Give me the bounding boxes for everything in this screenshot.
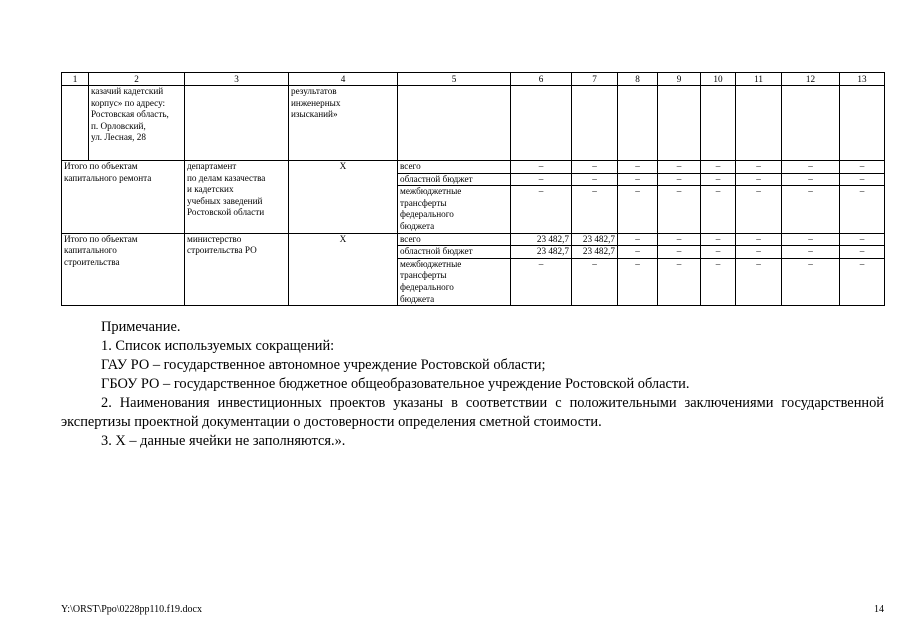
value-cell: – [736,246,782,259]
group2-col4: X [289,233,398,306]
continued-object-name [89,86,185,161]
value-cell: – [658,173,701,186]
cell-line: и кадетских [187,184,234,195]
continued-cell-1 [62,86,89,161]
value-cell: – [782,186,840,233]
value-cell: – [840,186,885,233]
value-cell: – [511,258,572,305]
continued-cell-12 [782,86,840,161]
column-header-10: 10 [701,73,736,86]
cell-line: межбюджетные [400,186,462,197]
group1-row-total [62,161,885,174]
value-cell: 23 482,7 [511,246,572,259]
continued-cell-7 [572,86,618,161]
value-cell: – [658,186,701,233]
group2-row-label [398,246,511,259]
cell-line: департамент [187,161,237,171]
notes-abbrev-gbou: ГБОУ РО – государственное бюджетное общеобразовательное учреждение Ростовской области. [101,376,690,392]
value-cell: – [572,173,618,186]
group1-row-label [398,161,511,174]
value-cell: – [736,258,782,305]
cell-line: ул. Лесная, 28 [91,132,146,143]
value-cell: – [782,246,840,259]
column-header-12: 12 [782,73,840,86]
header-row [62,73,885,86]
cell-line: корпус» по адресу: [91,97,166,108]
column-header-7: 7 [572,73,618,86]
column-header-4: 4 [289,73,398,86]
value-cell: – [572,186,618,233]
value-cell: – [840,233,885,246]
column-header-3: 3 [185,73,289,86]
footer-page-number: 14 [874,604,884,615]
group2-department [185,233,289,306]
cell-line: федерального [400,281,454,292]
continued-cell-13 [840,86,885,161]
value-cell: – [511,173,572,186]
continued-cell-10 [701,86,736,161]
cell-line: инженерных [291,97,341,108]
value-cell: – [736,186,782,233]
value-cell: – [840,258,885,305]
continued-cell-11 [736,86,782,161]
group2-row-label [398,258,511,305]
continued-cell-6 [511,86,572,161]
cell-line: бюджета [400,293,435,304]
cell-line: всего [400,233,421,244]
cell-line: Ростовской области [187,207,265,218]
group1-row-label [398,173,511,186]
value-cell: – [782,173,840,186]
budget-table [61,72,885,306]
cell-line: министерство [187,233,242,244]
value-cell: 23 482,7 [572,246,618,259]
continued-cell-3 [185,86,289,161]
value-cell: – [658,161,701,174]
value-cell: – [840,246,885,259]
cell-line: Итого по объектам [64,161,138,171]
value-cell: – [618,258,658,305]
cell-line: областной бюджет [400,246,473,257]
value-cell: – [736,233,782,246]
value-cell: – [701,233,736,246]
column-header-13: 13 [840,73,885,86]
value-cell: – [701,173,736,186]
cell-line: результатов [291,86,337,96]
notes-title: Примечание. [101,319,181,335]
cell-line: всего [400,161,421,171]
continued-project-name [289,86,398,161]
value-cell: – [658,258,701,305]
value-cell: – [511,186,572,233]
cell-line: строительства [64,256,120,267]
continued-cell-5 [398,86,511,161]
value-cell: – [658,246,701,259]
value-cell: – [511,161,572,174]
cell-line: капитального ремонта [64,172,152,183]
column-header-11: 11 [736,73,782,86]
group2-row-total [62,233,885,246]
value-cell: – [782,258,840,305]
column-header-2: 2 [89,73,185,86]
value-cell: – [618,246,658,259]
cell-line: областной бюджет [400,173,473,184]
column-header-8: 8 [618,73,658,86]
group2-row-label [398,233,511,246]
continued-row [62,86,885,161]
column-header-9: 9 [658,73,701,86]
cell-line: строительства РО [187,245,257,256]
value-cell: 23 482,7 [572,233,618,246]
cell-line: Итого по объектам [64,233,138,244]
cell-line: капитального [64,245,117,256]
value-cell: – [701,161,736,174]
value-cell: – [701,258,736,305]
notes-item-1: 1. Список используемых сокращений: [101,338,335,354]
cell-line: Ростовская область, [91,109,169,120]
column-header-5: 5 [398,73,511,86]
notes-item-3: 3. Х – данные ячейки не заполняются.». [101,433,346,449]
budget-table-body [62,73,885,306]
notes-section [61,318,884,451]
cell-line: учебных заведений [187,195,263,206]
value-cell: – [618,173,658,186]
continued-cell-9 [658,86,701,161]
value-cell: – [618,186,658,233]
footer-file-path: Y:\ORST\Ppo\0228pp110.f19.docx [61,604,202,615]
value-cell: 23 482,7 [511,233,572,246]
group1-col4: X [289,161,398,234]
cell-line: п. Орловский, [91,120,146,131]
notes-item-2: 2. Наименования инвестиционных проектов указаны в соответствии с положительными заключениями государственной экспертизы проектной документации о достоверности определения сметной стоимости. [61,395,884,430]
notes-abbrev-gau: ГАУ РО – государственное автономное учреждение Ростовской области; [101,357,546,373]
value-cell: – [782,161,840,174]
value-cell: – [572,161,618,174]
value-cell: – [658,233,701,246]
value-cell: – [840,161,885,174]
value-cell: – [736,161,782,174]
value-cell: – [701,246,736,259]
group1-row-label [398,186,511,233]
group1-name [62,161,185,234]
value-cell: – [618,233,658,246]
value-cell: – [782,233,840,246]
cell-line: по делам казачества [187,172,266,183]
value-cell: – [840,173,885,186]
value-cell: – [701,186,736,233]
cell-line: бюджета [400,220,435,231]
continued-cell-8 [618,86,658,161]
value-cell: – [572,258,618,305]
cell-line: трансферты [400,270,447,281]
value-cell: – [736,173,782,186]
cell-line: трансферты [400,197,447,208]
cell-line: изысканий» [291,109,338,120]
group2-name [62,233,185,306]
cell-line: межбюджетные [400,258,462,269]
cell-line: федерального [400,209,454,220]
group1-department [185,161,289,234]
column-header-6: 6 [511,73,572,86]
column-header-1: 1 [62,73,89,86]
value-cell: – [618,161,658,174]
cell-line: казачий кадетский [91,86,164,96]
